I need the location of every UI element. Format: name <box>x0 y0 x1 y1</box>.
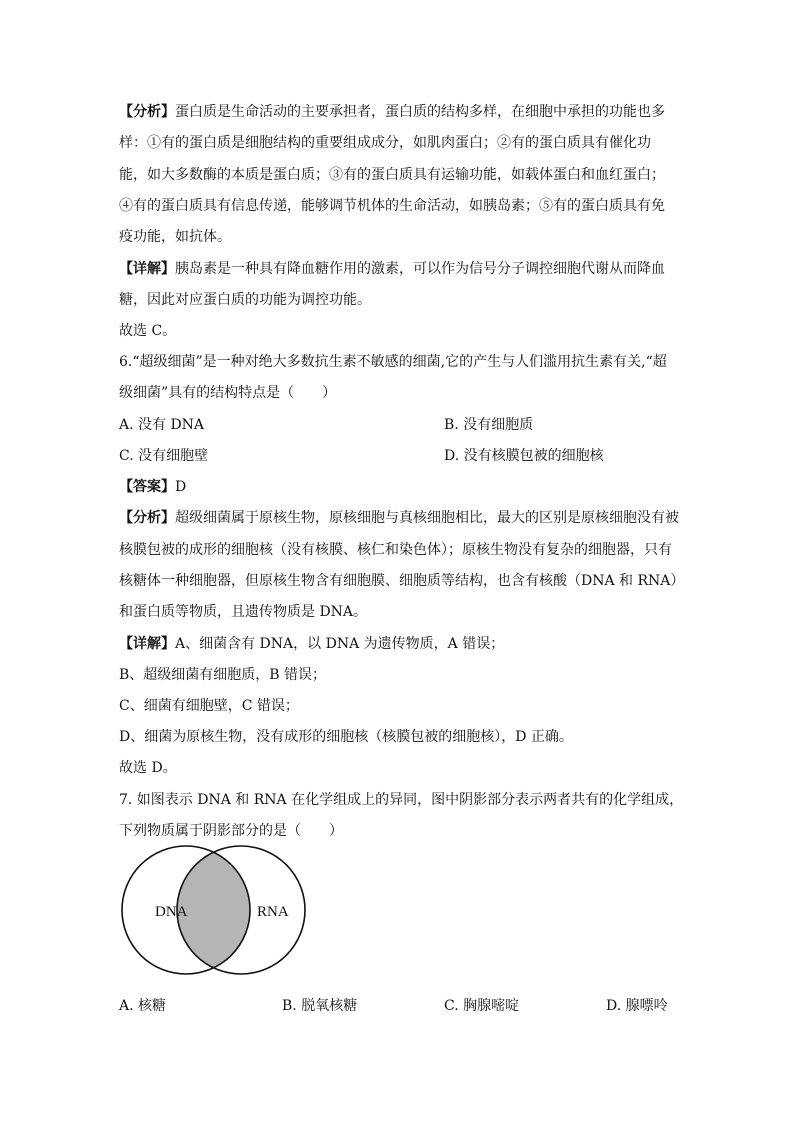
venn-diagram <box>118 840 310 980</box>
q6-detail-line-1: 【详解】A、细菌含有 DNA，以 DNA 为遗传物质，A 错误； <box>119 636 505 652</box>
q7-option-d: D. 腺嘌呤 <box>606 998 668 1014</box>
analysis-tag: 【分析】 <box>119 104 175 120</box>
q5-detail-line-2: 糖，因此对应蛋白质的功能为调控功能。 <box>119 292 371 308</box>
q7-option-b: B. 脱氧核糖 <box>282 998 358 1014</box>
q5-analysis-line-5: 疫功能，如抗体。 <box>119 229 231 245</box>
q6-analysis-line-2: 核膜包被的成形的细胞核（没有核膜、核仁和染色体）；原核生物没有复杂的细胞器，只有 <box>119 542 672 558</box>
q6-stem-line-2: 级细菌”具有的结构特点是（ ） <box>119 385 337 401</box>
q6-analysis-line-3: 核糖体一种细胞器，但原核生物含有细胞膜、细胞质等结构，也含有核酸（DNA 和 RNA） <box>119 573 685 589</box>
detail-tag: 【详解】 <box>119 636 175 652</box>
q6-analysis-line-4: 和蛋白质等物质，且遗传物质是 DNA。 <box>119 604 368 620</box>
q5-analysis-line-4: ④有的蛋白质具有信息传递，能够调节机体的生命活动，如胰岛素；⑤有的蛋白质具有免 <box>119 198 665 214</box>
q5-analysis-line-1: 【分析】蛋白质是生命活动的主要承担者，蛋白质的结构多样，在细胞中承担的功能也多 <box>119 104 665 120</box>
q6-choice: 故选 D。 <box>119 760 177 776</box>
q6-answer: 【答案】D <box>119 479 187 495</box>
q7-option-a: A. 核糖 <box>119 998 167 1014</box>
q6-option-c: C. 没有细胞壁 <box>119 448 209 464</box>
q6-detail-line-3: C、细菌有细胞壁，C 错误； <box>119 698 299 714</box>
q6-detail-line-2: B、超级细菌有细胞质，B 错误； <box>119 667 327 683</box>
q5-choice: 故选 C。 <box>119 323 177 339</box>
venn-label-dna: DNA <box>155 904 188 920</box>
q6-detail-line-4: D、细菌为原核生物，没有成形的细胞核（核膜包被的细胞核），D 正确。 <box>119 729 573 745</box>
q6-stem-line-1: 6.“超级细菌”是一种对绝大多数抗生素不敏感的细菌,它的产生与人们滥用抗生素有关,“超 <box>119 354 667 370</box>
q6-option-d: D. 没有核膜包被的细胞核 <box>444 448 604 464</box>
answer-tag: 【答案】 <box>119 479 175 495</box>
q7-stem-line-2: 下列物质属于阴影部分的是（ ） <box>119 823 343 839</box>
q7-option-c: C. 胸腺嘧啶 <box>444 998 520 1014</box>
q6-option-b: B. 没有细胞质 <box>444 417 534 433</box>
q7-stem-line-1: 7. 如图表示 DNA 和 RNA 在化学组成上的异同，图中阴影部分表示两者共有的化学组成， <box>119 792 684 808</box>
q5-detail-line-1: 【详解】胰岛素是一种具有降血糖作用的激素，可以作为信号分子调控细胞代谢从而降血 <box>119 261 665 277</box>
detail-tag: 【详解】 <box>119 261 175 277</box>
venn-label-rna: RNA <box>257 904 289 920</box>
q5-analysis-line-3: 能，如大多数酶的本质是蛋白质；③有的蛋白质具有运输功能，如载体蛋白和血红蛋白； <box>119 167 665 183</box>
q6-analysis-line-1: 【分析】超级细菌属于原核生物，原核细胞与真核细胞相比，最大的区别是原核细胞没有被 <box>119 510 679 526</box>
q6-option-a: A. 没有 DNA <box>119 417 205 433</box>
q5-analysis-line-2: 样：①有的蛋白质是细胞结构的重要组成成分，如肌肉蛋白；②有的蛋白质具有催化功 <box>119 135 651 151</box>
analysis-tag: 【分析】 <box>119 510 175 526</box>
